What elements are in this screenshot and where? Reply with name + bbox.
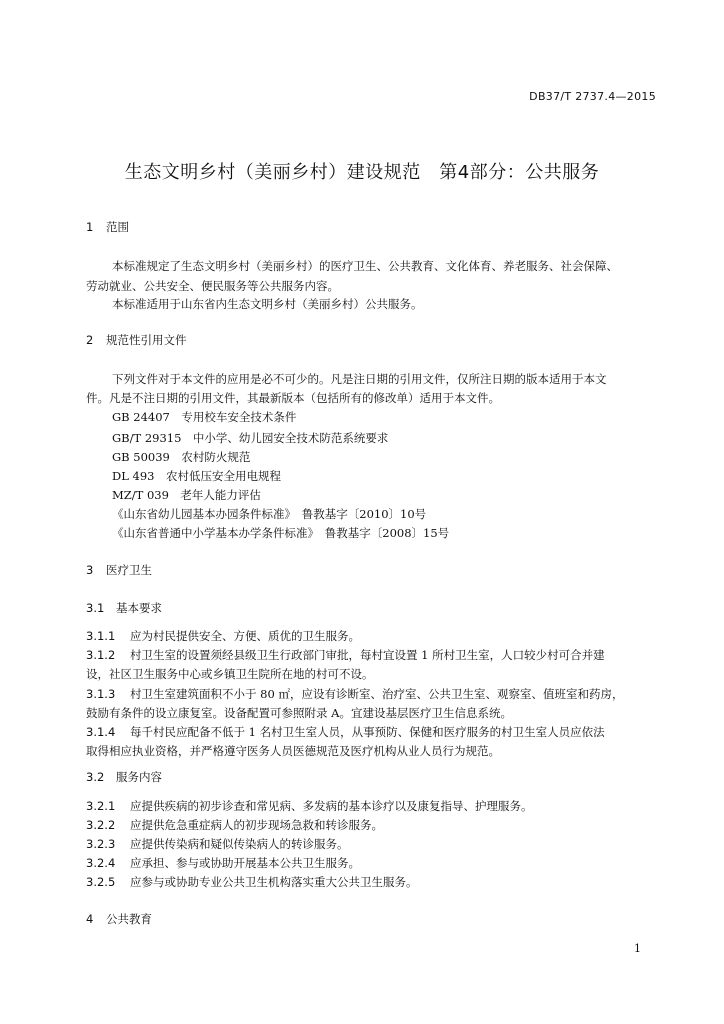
reference-item: 《山东省普通中小学基本办学条件标准》 鲁教基字〔2008〕15号 (112, 526, 450, 540)
document-number: DB37/T 2737.4—2015 (529, 90, 656, 103)
section-title: 医疗卫生 (106, 563, 152, 577)
clause-line (86, 834, 349, 854)
paragraph-line: 本标准规定了生态文明乡村（美丽乡村）的医疗卫生、公共教育、文化体育、养老服务、社会保障、 (112, 259, 618, 273)
clause-continuation: 设，社区卫生服务中心或乡镇卫生院所在地的村可不设。 (86, 667, 374, 681)
section-heading-scope (86, 219, 129, 235)
subsection-number: 3.1 (86, 601, 105, 615)
reference-item: GB 24407 专用校车安全技术条件 (112, 410, 297, 424)
clause-line (86, 626, 360, 646)
page-title: 生态文明乡村（美丽乡村）建设规范 第4部分：公共服务 (124, 162, 600, 183)
clause-continuation: 鼓励有条件的设立康复室。设备配置可参照附录 A。宜建设基层医疗卫生信息系统。 (86, 706, 512, 720)
clause-line (86, 684, 623, 704)
clause-text: 每千村民应配备不低于 1 名村卫生室人员，从事预防、保健和医疗服务的村卫生室人员应依法 (130, 725, 605, 739)
section-title: 规范性引用文件 (106, 333, 187, 347)
clause-number: 3.2.2 (86, 818, 116, 832)
reference-item: GB 50039 农村防火规范 (112, 450, 251, 464)
reference-item: MZ/T 039 老年人能力评估 (112, 488, 261, 502)
section-number: 1 (86, 220, 94, 234)
clause-line (86, 722, 605, 742)
clause-number: 3.1.3 (86, 687, 116, 701)
subsection-heading-service-content (86, 769, 162, 785)
reference-item: 《山东省幼儿园基本办园条件标准》 鲁教基字〔2010〕10号 (112, 507, 427, 521)
subsection-title: 基本要求 (116, 601, 162, 615)
clause-number: 3.2.5 (86, 875, 116, 889)
section-number: 2 (86, 333, 94, 347)
subsection-heading-basic-requirements (86, 600, 162, 616)
subsection-number: 3.2 (86, 770, 105, 784)
clause-text: 应提供传染病和疑似传染病人的转诊服务。 (130, 837, 349, 851)
section-number: 4 (86, 912, 94, 926)
subsection-title: 服务内容 (116, 770, 162, 784)
clause-text: 应承担、参与或协助开展基本公共卫生服务。 (130, 856, 360, 870)
section-heading-normative-references (86, 332, 187, 348)
paragraph-line: 劳动就业、公共安全、便民服务等公共服务内容。 (86, 279, 339, 293)
clause-line (86, 645, 605, 665)
clause-text: 村卫生室的设置须经县级卫生行政部门审批，每村宜设置 1 所村卫生室，人口较少村可合并建 (130, 648, 605, 662)
section-title: 公共教育 (106, 912, 152, 926)
clause-line (86, 853, 360, 873)
clause-continuation: 取得相应执业资格，并严格遵守医务人员医德规范及医疗机构从业人员行为规范。 (86, 744, 500, 758)
clause-line (86, 815, 383, 835)
clause-text: 应提供疾病的初步诊查和常见病、多发病的基本诊疗以及康复指导、护理服务。 (130, 799, 533, 813)
section-title: 范围 (106, 220, 129, 234)
paragraph-line: 件。凡是不注日期的引用文件，其最新版本（包括所有的修改单）适用于本文件。 (86, 391, 500, 405)
clause-text: 应提供危急重症病人的初步现场急救和转诊服务。 (130, 818, 383, 832)
section-number: 3 (86, 563, 94, 577)
clause-number: 3.2.4 (86, 856, 116, 870)
clause-number: 3.2.3 (86, 837, 116, 851)
section-heading-medical-health (86, 562, 152, 578)
clause-text: 应参与或协助专业公共卫生机构落实重大公共卫生服务。 (130, 875, 418, 889)
clause-text: 村卫生室建筑面积不小于 80 ㎡，应设有诊断室、治疗室、公共卫生室、观察室、值班室和药房， (130, 687, 624, 701)
page-number: 1 (634, 942, 641, 955)
clause-line (86, 796, 533, 816)
clause-number: 3.1.1 (86, 629, 116, 643)
reference-item: GB/T 29315 中小学、幼儿园安全技术防范系统要求 (112, 431, 389, 445)
clause-number: 3.1.2 (86, 648, 116, 662)
paragraph-line: 本标准适用于山东省内生态文明乡村（美丽乡村）公共服务。 (112, 297, 423, 311)
clause-line (86, 872, 418, 892)
clause-number: 3.1.4 (86, 725, 116, 739)
clause-text: 应为村民提供安全、方便、质优的卫生服务。 (130, 629, 360, 643)
reference-item: DL 493 农村低压安全用电规程 (112, 469, 281, 483)
section-heading-public-education (86, 911, 152, 927)
paragraph-line: 下列文件对于本文件的应用是必不可少的。凡是注日期的引用文件，仅所注日期的版本适用于本文 (112, 372, 607, 386)
clause-number: 3.2.1 (86, 799, 116, 813)
